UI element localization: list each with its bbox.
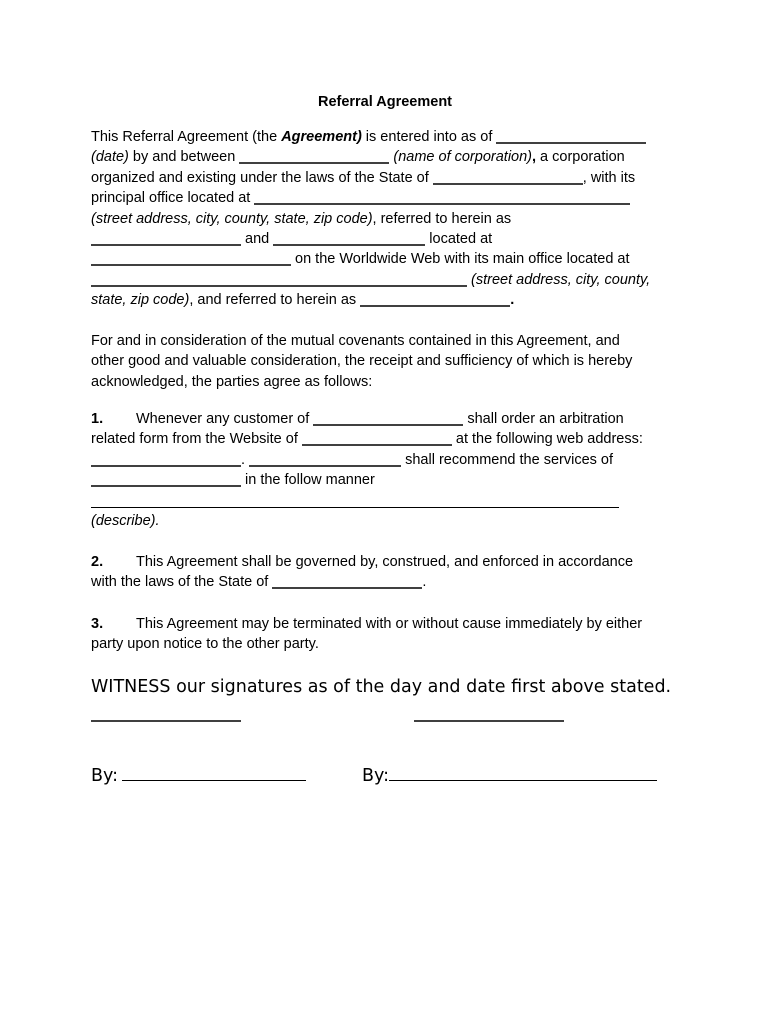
website-blank[interactable] bbox=[91, 263, 291, 266]
referee-one-blank[interactable] bbox=[91, 243, 241, 246]
consideration-paragraph: For and in consideration of the mutual covenants contained in this Agreement, and other good and valuable consideration, the receipt and sufficiency of which is hereby acknowledged, the parties agree as follows: bbox=[91, 333, 633, 390]
by-right: By: bbox=[362, 766, 657, 786]
referee-two-blank[interactable] bbox=[273, 243, 425, 246]
by-right-blank[interactable] bbox=[389, 779, 657, 781]
document-title: Referral Agreement bbox=[317, 94, 453, 110]
clause-3: 3. This Agreement may be terminated with or without cause immediately by either party upon notice to the other party. bbox=[91, 616, 643, 653]
witness-statement: WITNESS our signatures as of the day and date first above stated. bbox=[91, 677, 672, 697]
services-of-blank[interactable] bbox=[91, 484, 241, 487]
clause-2: 2. This Agreement shall be governed by, construed, and enforced in accordance with the laws of the State of . bbox=[91, 554, 634, 591]
web-address-blank[interactable] bbox=[91, 464, 241, 467]
customer-of-blank[interactable] bbox=[313, 423, 463, 426]
date-blank[interactable] bbox=[496, 141, 646, 144]
manner-description-blank[interactable] bbox=[91, 506, 619, 508]
by-left: By: bbox=[91, 766, 306, 786]
signature-line-right[interactable] bbox=[414, 720, 564, 722]
clause-number: 1. bbox=[91, 411, 104, 427]
main-office-blank[interactable] bbox=[91, 284, 467, 287]
by-left-blank[interactable] bbox=[122, 779, 306, 781]
intro-paragraph: This Referral Agreement (the Agreement) is entered into as of (date) by and between (name of corporation), a corporation organized and existing under the laws of the State of , with its principal office located at (street address, city, county, state, zip code), referred to herein as and located at on the Worldwide Web with its main office located at (street address, city, county, state, zip code), and referred to herein as . bbox=[91, 129, 651, 309]
state-blank[interactable] bbox=[433, 182, 583, 185]
recommender-blank[interactable] bbox=[249, 464, 401, 467]
referred-as-blank[interactable] bbox=[360, 304, 510, 307]
principal-office-blank[interactable] bbox=[254, 202, 630, 205]
clause-1: 1. Whenever any customer of shall order an arbitration related form from the Website of at the following web address: . shall recommend the services of in the follow manner (describe). bbox=[91, 411, 643, 529]
signature-line-left[interactable] bbox=[91, 720, 241, 722]
clause-number: 3. bbox=[91, 616, 104, 632]
governing-state-blank[interactable] bbox=[272, 586, 422, 589]
website-of-blank[interactable] bbox=[302, 443, 452, 446]
corporation-name-blank[interactable] bbox=[239, 161, 389, 164]
clause-number: 2. bbox=[91, 554, 104, 570]
